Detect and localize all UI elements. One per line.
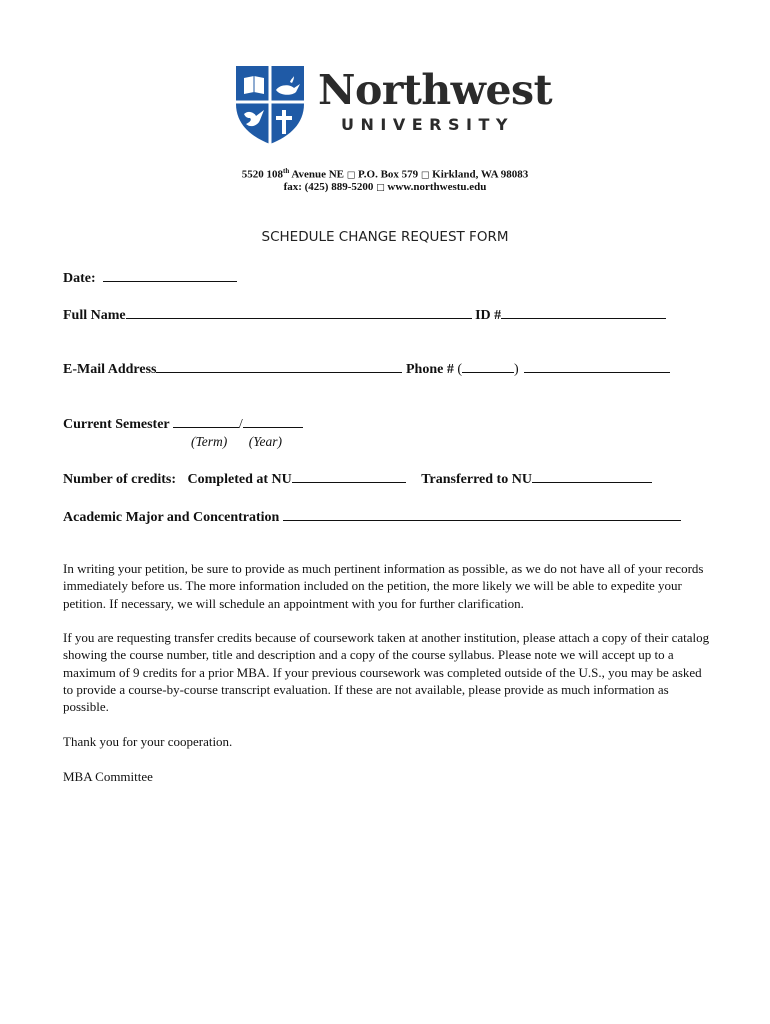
separator-glyph: □ <box>376 183 385 193</box>
date-field[interactable] <box>103 268 237 282</box>
email-field[interactable] <box>156 359 402 373</box>
semester-label: Current Semester <box>63 417 170 432</box>
thank-you-text: Thank you for your cooperation. <box>63 734 233 749</box>
major-label: Academic Major and Concentration <box>63 510 280 525</box>
semester-hints <box>191 433 282 452</box>
term-field[interactable] <box>173 414 239 428</box>
po-box: P.O. Box 579 <box>358 168 419 181</box>
id-field[interactable] <box>501 305 666 319</box>
completed-credits-field[interactable] <box>292 469 406 483</box>
university-logo <box>234 64 553 146</box>
contact-line <box>0 180 770 196</box>
name-row <box>63 305 666 325</box>
major-field[interactable] <box>283 507 681 521</box>
id-label: ID # <box>475 308 502 323</box>
shield-crest-icon <box>234 64 306 146</box>
credits-row <box>63 469 652 489</box>
transferred-credits-field[interactable] <box>532 469 652 483</box>
term-hint: (Term) <box>191 434 228 449</box>
separator-glyph: □ <box>420 170 430 181</box>
phone-number-field[interactable] <box>524 359 670 373</box>
street-suffix: th <box>282 167 290 175</box>
brand-subtitle: UNIVERSITY <box>341 115 514 134</box>
transferred-label: Transferred to NU <box>421 472 532 487</box>
completed-label: Completed at NU <box>187 472 292 487</box>
city-state: Kirkland, WA 98083 <box>432 168 529 181</box>
major-row <box>63 507 681 527</box>
phone-paren-close: ) <box>514 362 519 377</box>
credits-label: Number of credits: <box>63 472 177 487</box>
form-title: SCHEDULE CHANGE REQUEST FORM <box>261 229 509 245</box>
full-name-field[interactable] <box>126 305 472 319</box>
transfer-instructions: If you are requesting transfer credits because of coursework taken at another institution, please attach a copy of their catalog showing the course number, title and description and a copy of the course syllabus. Please note we will accept up to a maximum of 9 credits for a prior MBA. If your previous coursework was completed outside of the U.S., you may be asked to provide a course-by-course transcript evaluation. If these are not available, please provide as much information as possible. <box>63 630 710 715</box>
website-link: www.northwestu.edu <box>387 181 487 193</box>
email-label: E-Mail Address <box>63 362 157 377</box>
street-rest: Avenue NE <box>289 168 345 181</box>
date-row <box>63 268 237 288</box>
phone-area-code-field[interactable] <box>462 359 514 373</box>
phone-label: Phone # <box>405 362 454 377</box>
fax-number: fax: (425) 889-5200 <box>283 181 374 193</box>
date-label: Date: <box>63 271 96 286</box>
signoff-text: MBA Committee <box>63 769 153 784</box>
contact-row <box>63 359 670 379</box>
semester-slash: / <box>238 417 243 432</box>
year-hint: (Year) <box>248 434 283 449</box>
year-field[interactable] <box>243 414 303 428</box>
petition-instructions: In writing your petition, be sure to provide as much pertinent information as possible, as we do not have all of your records immediately before us. The more information included on the petition, the more likely we will be able to expedite your petition. If necessary, we will schedule an appointment with you for further clarification. <box>63 561 704 611</box>
street-address: 5520 108 <box>241 168 283 181</box>
phone-paren-open: ( <box>457 362 462 377</box>
separator-glyph: □ <box>346 170 356 181</box>
full-name-label: Full Name <box>63 308 126 323</box>
semester-row <box>63 414 303 434</box>
brand-name: Northwest <box>318 66 553 114</box>
